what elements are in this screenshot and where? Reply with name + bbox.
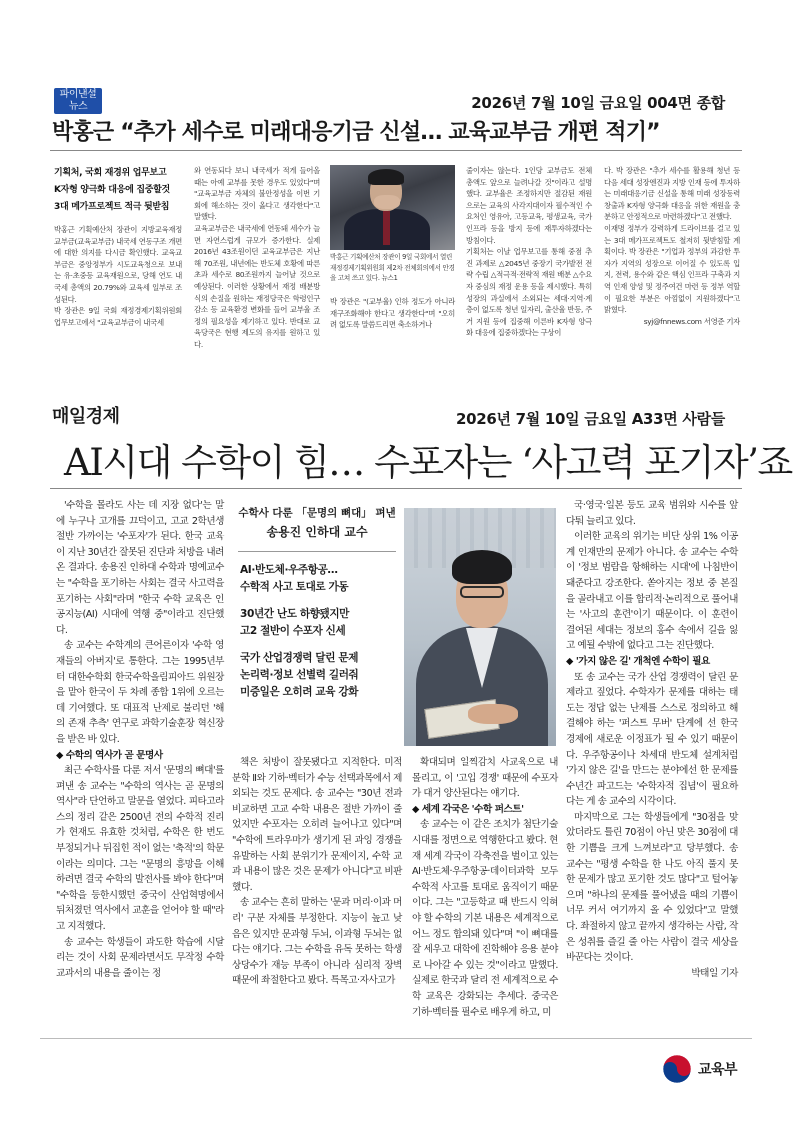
article2-column-3 xyxy=(412,755,558,1020)
article1-column-3 xyxy=(330,296,455,331)
article1-column-4 xyxy=(466,165,592,339)
article1-paragraph: 다. 박 장관은 "추가 세수를 활용해 청년 등 다음 세대 성장엔진과 지방 인재 등에 투자하는 미래대응기금 신설을 통해 미래 성장동력 창출과 K자형 양극화 대응을 위한 재원을 충분하고 안정적으로 마련하겠다"고 전했다. xyxy=(604,166,740,222)
headline-line: 국가 산업경쟁력 달린 문제 xyxy=(240,652,359,664)
article2-paragraph: 송 교수는 흔히 말하는 '문과 머리·이과 머리' 구분 자체를 부정한다. 지능이 높고 낮음은 있지만 문과형 두뇌, 이과형 두뇌는 없다는 얘기다. 그는 수학을 유독 못하는 학생 상당수가 재능 부족이 아니라 심리적 장벽 때문에 좌절한다고 봤다. 특목고·자사고가 xyxy=(232,897,402,987)
article2-paragraph: 이러한 교육의 위기는 비단 상위 1% 이공계 인재만의 문제가 아니다. 송 교수는 수학이 '정보 범람을 항해하는 시대'에 나침반이 돼준다고 강조한다. 쏟아지는 정보 중 본질을 골라내고 이를 합리적·논리적으로 풀어내는 '사고의 훈련'이기 때문이다. 이 훈련이 결여된 세대는 정보의 홍수 속에서 길을 잃고 예될 수밖에 없다고 그는 진단했다. xyxy=(566,531,738,652)
footer-divider xyxy=(40,1038,752,1039)
article2-paragraph: 최근 수학사를 다룬 저서 '문명의 뼈대'를 펴낸 송 교수는 "수학의 역사는 곧 문명의 역사"라 단언하고 말문을 열었다. 피타고라스의 정리 같은 2500년 전의 수학적 진리가 현재도 유효한 것처럼, 수학은 한 번도 부정되거나 뒤집힌 적이 없는 '축적'의 학문이라는 의미다. 그는 "문명의 흥망을 이해하려면 결국 수학의 발전사를 봐야 한다"며 "수학을 등한시했던 중국이 산업혁명에서 뒤처졌던 역사에서 교훈을 얻어야 할 때"라고 지적했다. xyxy=(56,765,224,933)
mk-publication-name: 매일경제 xyxy=(52,406,120,427)
article1-paragraph: 교육교부금은 내국세에 연동돼 세수가 늘면 자연스럽게 규모가 증가한다. 실제 2016년 43조원이던 교육교부금은 지난해 70조원, 내년에는 반도체 호황에 따른 초과 세수로 80조원까지 늘어날 것으로 예상된다. 이러한 상황에서 재정 배분방식의 손질을 원하는 재정당국은 학령인구 감소 등 교육환경 변화를 들어 교부율 조정의 필요성을 제기하고 있다. 반대로 교육당국은 현행 제도의 유지를 원하고 있다. xyxy=(194,223,320,349)
headline-line: 고2 절반이 수포자 신세 xyxy=(240,625,346,637)
article2-column-4 xyxy=(566,498,738,981)
article1-paragraph: 와 연동되다 보니 내국세가 적게 들어올 때는 아예 교부를 못한 경우도 있었다"며 "교육교부금 자체의 불안정성을 이번 기회에 해소하는 것이 옳다고 생각한다"고 말했다. xyxy=(194,166,320,222)
article1-subhead: 3대 메가프로젝트 적극 뒷받침 xyxy=(54,202,170,212)
article2-paragraph: 국·영국·일본 등도 교육 범위와 시수를 앞다퉈 늘리고 있다. xyxy=(566,500,738,527)
article1-photo-caption: 박홍근 기획예산처 장관이 9일 국회에서 열린 재정경제기획위원회 제2차 전체회의에서 안경을 고쳐 쓰고 있다. 뉴스1 xyxy=(330,253,455,282)
headline-line: 수학적 사고 토대로 가동 xyxy=(240,581,349,593)
article1-paragraph: 박 장관은 9일 국회 재정경제기획위원회 업무보고에서 "교육교부금이 내국세 xyxy=(54,306,182,327)
article2-column-2 xyxy=(232,755,402,989)
article2-paragraph: 송 교수는 수학계의 큰어른이자 '수학 영재들의 아버지'로 통한다. 그는 1995년부터 대한수학회 한국수학올림피아드 위원장을 맡아 한국이 두 차례 종합 1위에 오르는 데 기여했다. 또 대표적 난제로 불리던 '해의 존재 추측' 연구로 과학기술훈장 혁신장을 받은 바 있다. xyxy=(56,640,224,745)
article1-photo-minister xyxy=(330,165,455,250)
article2-divider xyxy=(50,488,742,489)
article2-section-heading: ◆ 세계 각국은 '수학 퍼스트' xyxy=(412,803,524,815)
article2-paragraph: 확대되며 일찍감치 사교육으로 내몰리고, 이 '고입 경쟁' 때문에 수포자가 대거 양산된다는 얘기다. xyxy=(412,757,558,800)
article1-divider xyxy=(50,150,742,151)
article2-paragraph: 송 교수는 학생들이 과도한 학습에 시달리는 것이 사회 문제라면서도 무작정 수학 교과서의 내용을 줄이는 정 xyxy=(56,936,224,979)
article2-box-author: 송용진 인하대 교수 xyxy=(266,525,368,539)
article2-photo-professor xyxy=(404,508,556,746)
ministry-label: 교육부 xyxy=(698,1062,738,1078)
article1-paragraph: 이재명 정부가 강력하게 드라이브를 걸고 있는 3대 메가프로젝트도 철저히 뒷받침할 계획이다. 박 장관은 "기업과 정부의 과감한 투자가 지역의 성장으로 이어질 수 있도록 입지, 전력, 용수와 같은 핵심 인프라 구축과 지역 인재 양성 및 정주여건 마련 등 정부 역할이 필요한 부분은 아낌없이 지원하겠다"고 밝혔다. xyxy=(604,223,740,315)
article2-column-1 xyxy=(56,498,224,981)
headline-line: AI·반도체·우주항공… xyxy=(240,564,338,576)
article1-paragraph: 기획처는 이날 업무보고를 통해 중점 추진 과제로 △2045년 중장기 국가발전 전략 수립 △적극적·전략적 재원 배분 △수요자 중심의 재정 운용 등을 제시했다. 특히 성장의 과실에서 소외되는 세대·지역·계층이 없도록 청년 일자리, 출산율 반등, 주거 지원 등에 집중해 이른바 K자형 양극화 대응에 집중하겠다는 구상이 xyxy=(466,247,592,338)
headline-line: 논리력·정보 선별력 길러줘 xyxy=(240,669,359,681)
article2-title: AI시대 수학이 힘… 수포자는 ‘사고력 포기자’죠 xyxy=(64,441,792,484)
article1-column-5 xyxy=(604,165,740,327)
article2-paragraph: '수학을 몰라도 사는 데 지장 없다'는 말에 누구나 고개를 끄덕이고, 고교 2학년생 절반 가까이는 '수포자'가 된다. 한국 교육이 지난 30년간 잘못된 진단과 처방을 내려온 결과다. 송용진 인하대 수학과 명예교수는 "수학을 포기하는 사회는 결국 사고력을 포기하는 사회"라며 "한국 수학 교육은 인공지능(AI) 시대에 역행 중"이라고 진단했다. xyxy=(56,500,224,636)
article1-column-2 xyxy=(194,165,320,351)
article1-subhead: K자형 양극화 대응에 집중할것 xyxy=(54,185,170,195)
logo-line2: 뉴스 xyxy=(68,101,88,112)
ministry-of-education-logo xyxy=(662,1054,737,1084)
logo-line1: 파이낸셜 xyxy=(59,89,97,100)
article2-box-category: 수학사 다룬 「문명의 뼈대」 펴낸 xyxy=(238,507,396,519)
article1-paragraph: 박 장관은 "(교부율) 인하 정도가 아니라 재구조화해야 한다고 생각한다"며 "오히려 없도록 말씀드리면 축소하거나 xyxy=(330,297,455,330)
article2-section-heading: ◆ 수학의 역사가 곧 문명사 xyxy=(56,749,163,761)
article2-paragraph: 책은 처방이 잘못됐다고 지적한다. 미적분학 Ⅱ와 기하·벡터가 수능 선택과목에서 제외되는 것도 문제다. 송 교수는 "30년 전과 비교하면 고교 수학 내용은 절반 가까이 줄었지만 수포자는 오히려 늘어나고 있다"며 "수학에 트라우마가 생기게 된 과잉 경쟁을 유발하는 사회 분위기가 문제이지, 수학 교과 내용이 많은 것은 문제가 아니다"고 비판했다. xyxy=(232,757,402,893)
article2-box-headline xyxy=(232,562,402,596)
fnnews-logo xyxy=(54,88,102,114)
article2-paragraph: 또 송 교수는 국가 산업 경쟁력이 달린 문제라고 짚었다. 수학자가 문제를 대하는 태도는 정답 없는 난제를 스스로 정의하고 해결해야 하는 '퍼스트 무버' 단계에 선 한국 경제에 새로운 이정표가 될 수 있기 때문이다. 우주항공이나 차세대 반도체 설계처럼 '가지 않은 길'을 만드는 분야에선 한 문제를 수년간 파고드는 '수학자적 집념'이 필요하다는 게 송 교수의 시각이다. xyxy=(566,671,738,808)
article1-paragraph: 박홍근 기획예산처 장관이 지방교육재정교부금(교육교부금) 내국세 연동구조 개편에 대한 의지를 다시금 확인했다. 교육교부금은 중앙정부가 시도교육청으로 보내는 유·초중등 교육재원으로, 당해 연도 내국세 총액의 20.79%와 교육세 일부로 조성된다. xyxy=(54,225,182,304)
article2-headline-box xyxy=(232,505,402,748)
article1-title: 박홍근 “추가 세수로 미래대응기금 신설… 교육교부금 개편 적기” xyxy=(52,120,660,145)
article2-section-heading: ◆ '가지 않은 길' 개척엔 수학이 필요 xyxy=(566,655,710,667)
headline-line: 30년간 난도 하향됐지만 xyxy=(240,608,350,620)
article2-byline: 박태일 기자 xyxy=(691,967,738,979)
article2-paragraph: 송 교수는 이 같은 조치가 첨단기술 시대를 정면으로 역행한다고 봤다. 현재 세계 각국이 각축전을 벌이고 있는 AI·반도체·우주항공·데이터과학 모두 수학적 사고를 토대로 움직이기 때문이다. 그는 "고등학교 때 반드시 익혀야 할 수학의 기본 내용은 세계적으로 어느 정도 합의돼 있다"며 "이 뼈대를 잘 세우고 대학에 진학해야 응용 분야로 나아갈 수 있는 것"이라고 말했다. 실제로 한국과 달리 전 세계적으로 수학 교육은 강화되는 추세다. 중국은 기하·벡터를 필수로 배우게 하고, 미 xyxy=(412,819,558,1018)
article2-box-headline xyxy=(232,650,402,701)
article2-box-headline xyxy=(232,606,402,640)
article1-column-1 xyxy=(54,165,182,328)
article1-paragraph: 줄이자는 않는다. 1인당 교부금도 전체 총액도 앞으로 늘려나갈 것"이라고 설명했다. 교부율은 조정하지만 절감된 재원으로는 교육의 사각지대이자 필수적인 수요처인 영유아, 고등교육, 평생교육, 국가 인프라 등을 방지 등에 재투자하겠다는 방침이다. xyxy=(466,166,592,245)
taegeuk-emblem-icon xyxy=(662,1054,692,1084)
article2-paragraph: 마지막으로 그는 학생들에게 "30점을 맞았더라도 틀린 70점이 아닌 맞은 30점에 대한 기쁨을 크게 느껴보라"고 당부했다. 송 교수는 "평생 수학을 한 나도 아직 풀지 못한 문제가 많고 포기한 것도 많다"고 털어놓으며 "하나의 문제를 풀어냈을 때의 기쁨이 너무 커서 여기까지 올 수 있었다"고 말했다. 좌절하지 않고 끝까지 생각하는 사람, 작은 성취를 즐길 줄 아는 사람이 결국 세상을 바꾼다는 것이다. xyxy=(566,811,738,964)
article1-byline: syj@fnnews.com 서영준 기자 xyxy=(643,316,740,326)
headline-line: 미증일은 오히려 교육 강화 xyxy=(240,686,359,698)
article1-subhead: 기획처, 국회 재경위 업무보고 xyxy=(54,168,167,178)
article1-date: 2026년 7월 10일 금요일 004면 종합 xyxy=(471,94,725,112)
article2-date: 2026년 7월 10일 금요일 A33면 사람들 xyxy=(455,410,725,428)
